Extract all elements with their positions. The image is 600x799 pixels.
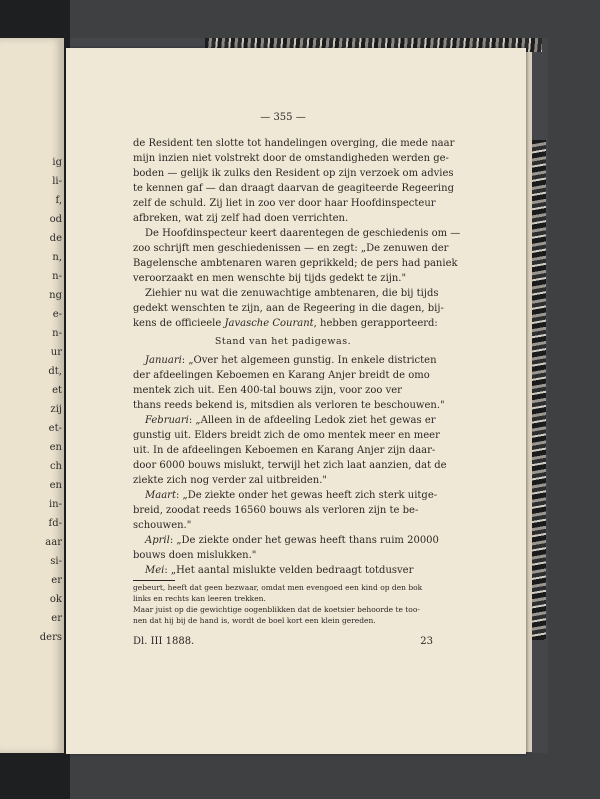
left-page-fragment: zij [50, 404, 62, 415]
previous-page-fragment [0, 38, 64, 753]
month-label: Mei [145, 565, 165, 576]
report-entry [133, 353, 437, 368]
footnote-line: links en rechts kan leeren trekken. [133, 594, 266, 603]
report-entry [133, 413, 436, 428]
left-page-fragment: ig [52, 157, 62, 168]
left-page-fragment: dt, [48, 366, 62, 377]
text-line: gunstig uit. Elders breidt zich de omo mentek meer en meer [133, 430, 440, 441]
text-line: breid, zoodat reeds 16560 bouws als verloren zijn te be- [133, 505, 419, 516]
left-page-fragment: ok [49, 594, 62, 605]
footnote-line: gebeurt, heeft dat geen bezwaar, omdat men evengoed een kind op den bok [133, 583, 423, 592]
paragraph-2 [133, 226, 461, 286]
left-page-fragment: er [51, 613, 62, 624]
report-entry [133, 533, 439, 548]
text-line: mijn inzien niet volstrekt door de omstandigheden werden ge- [133, 153, 449, 164]
footnote-rule [133, 580, 175, 581]
text-line: de Resident ten slotte tot handelingen overging, die mede naar [133, 138, 455, 149]
text-line: te kennen gaf — dan draagt daarvan de geagiteerde Regeering [133, 183, 454, 194]
month-label: Maart [145, 490, 176, 501]
text-line: boden — gelijk ik zulks den Resident op zijn verzoek om advies [133, 168, 454, 179]
text-line: mentek zich uit. Een 400-tal bouws zijn, voor zoo ver [133, 385, 402, 396]
left-page-fragment: f, [55, 195, 62, 206]
monthly-reports [133, 353, 447, 578]
section-heading: Stand van het padigewas. [214, 336, 352, 347]
left-page-fragment: ch [49, 461, 62, 472]
left-page-fragment: n- [52, 328, 62, 339]
text-line: door 6000 bouws mislukt, terwijl het zich laat aanzien, dat de [133, 460, 447, 471]
report-entry [133, 563, 433, 578]
left-page-fragment: ders [39, 632, 62, 643]
sheet-number: 23 [420, 636, 433, 647]
report-text: : „Alleen in de afdeeling Ledok ziet het gewas er [188, 415, 436, 426]
left-page-fragment: od [49, 214, 62, 225]
page-footer [133, 634, 433, 649]
text-line: afbreken, wat zij zelf had doen verrichten. [133, 213, 349, 224]
footnotes [133, 582, 433, 626]
paragraph-3-last-line: kens de officieele Javasche Courant, hebben gerapporteerd: [133, 318, 438, 329]
text-line: thans reeds bekend is, mitsdien als verloren te beschouwen." [133, 400, 445, 411]
page-edge [526, 52, 532, 752]
report-entry [133, 488, 438, 503]
report-text: : „Het aantal mislukte velden bedraagt totdusver [164, 565, 414, 576]
left-page-fragment: ng [49, 290, 62, 301]
text-line: schouwen." [133, 520, 192, 531]
left-page-fragment: et [52, 385, 62, 396]
left-page-fragment: ur [50, 347, 62, 358]
left-page-fragment: e- [52, 309, 62, 320]
paragraph-1 [133, 136, 455, 226]
report-text: : „De ziekte onder het gewas heeft thans ruim 20000 [169, 535, 439, 546]
left-page-fragment: n, [52, 252, 62, 263]
left-page-fragment: li- [52, 176, 62, 187]
text-line: Ziehier nu wat die zenuwachtige ambtenaren, die bij tijds [145, 288, 439, 299]
footnote-line: Maar juist op die gewichtige oogenblikken dat de koetsier behoorde te too- [133, 605, 420, 614]
report-text: : „De ziekte onder het gewas heeft zich sterk uitge- [175, 490, 438, 501]
left-page-fragment: si- [50, 556, 62, 567]
text-line: veroorzaakt en men wenschte bij tijds gedekt te zijn." [133, 273, 407, 284]
month-label: Januari [145, 355, 182, 366]
left-page-fragment: de [49, 233, 62, 244]
text-line: De Hoofdinspecteur keert daarentegen de geschiedenis om — [145, 228, 461, 239]
left-page-fragment: in- [48, 499, 62, 510]
newspaper-title: Javasche Courant [224, 318, 314, 329]
month-label: April [145, 535, 170, 546]
left-page-fragment: et- [48, 423, 62, 434]
page-number: — 355 — [260, 112, 306, 123]
report-text: : „Over het algemeen gunstig. In enkele districten [181, 355, 437, 366]
left-page-fragment: en [49, 442, 62, 453]
page-text [133, 110, 461, 649]
footnote-line: nen dat hij bij de hand is, wordt de boel kort een klein gereden. [133, 616, 376, 625]
left-page-fragment: n- [52, 271, 62, 282]
left-page-fragment: er [51, 575, 62, 586]
month-label: Februari [145, 415, 189, 426]
text-line: gedekt wenschten te zijn, aan de Regeering in die dagen, bij- [133, 303, 444, 314]
text-line: uit. In de afdeelingen Keboemen en Karang Anjer zijn daar- [133, 445, 436, 456]
left-page-fragment: en [49, 480, 62, 491]
signature-mark: Dl. III 1888. [133, 636, 195, 647]
left-page-fragment: fd- [48, 518, 62, 529]
left-page-fragment: aar [45, 537, 62, 548]
text-line: bouws doen mislukken." [133, 550, 257, 561]
text-line: zoo schrijft men geschiedenissen — en zegt: „De zenuwen der [133, 243, 449, 254]
paragraph-3 [133, 286, 444, 316]
text-line: der afdeelingen Keboemen en Karang Anjer breidt de omo [133, 370, 430, 381]
text-line: zelf de schuld. Zij liet in zoo ver door haar Hoofdinspecteur [133, 198, 436, 209]
text-line: Bagelensche ambtenaren waren geprikkeld; de pers had paniek [133, 258, 458, 269]
text-line: ziekte zich nog verder zal uitbreiden." [133, 475, 328, 486]
